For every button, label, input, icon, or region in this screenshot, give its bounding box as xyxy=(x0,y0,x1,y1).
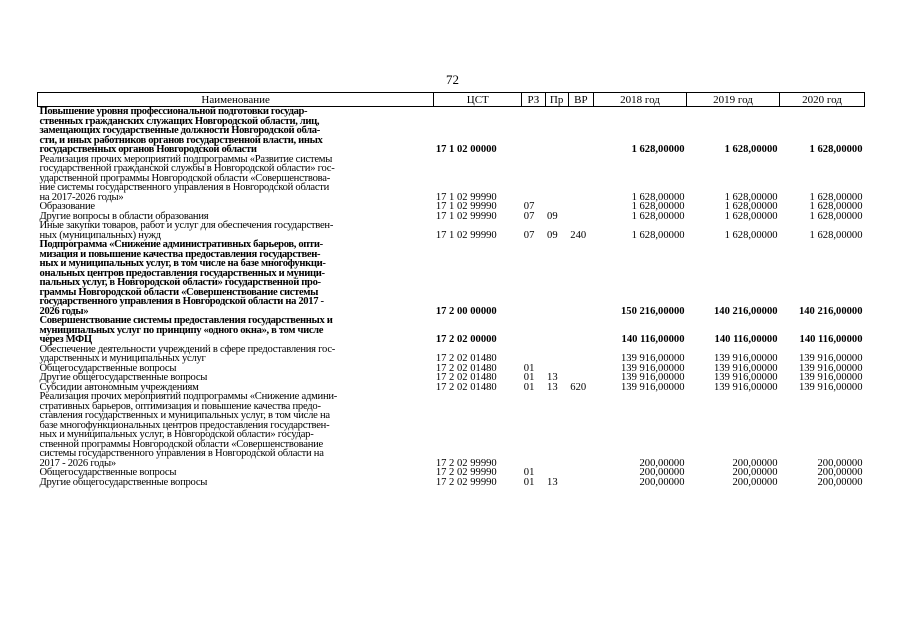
row-name xyxy=(38,478,434,488)
cell-y2020: 200,00000 xyxy=(817,476,863,488)
cell-vr xyxy=(568,107,593,155)
row-name-line: сти, и иных работников органов государственной власти, иных xyxy=(39,134,323,146)
cell-vr xyxy=(568,478,593,488)
cell-rz: 07 xyxy=(523,201,535,212)
cell-rz xyxy=(522,345,545,364)
row-name-line: ственных гражданских служащих Новгородской области, лиц, xyxy=(39,115,320,127)
row-name-line: Реализация прочих мероприятий подпрограммы «Снижение админи- xyxy=(39,391,338,402)
cell-y2020: 139 916,00000 xyxy=(798,362,863,374)
cell-y2019: 200,00000 xyxy=(732,476,778,488)
row-name-line: государственного управления в Новгородской области на 2017 - xyxy=(39,296,324,307)
cell-y2019: 139 916,00000 xyxy=(713,353,778,364)
cell-y2019: 139 916,00000 xyxy=(713,381,778,393)
cell-vr: 240 xyxy=(570,229,587,241)
row-name xyxy=(38,107,434,155)
cell-vr xyxy=(568,392,593,468)
row-name xyxy=(38,392,434,468)
cell-pr xyxy=(545,316,568,345)
cell-rz xyxy=(522,316,545,345)
cell-y2020: 200,00000 xyxy=(817,457,863,469)
table-row xyxy=(38,345,865,364)
cell-y2018: 1 628,00000 xyxy=(631,229,685,241)
row-name-line: муниципальных услуг по принципу «одного окна», в том числе xyxy=(39,324,324,336)
cell-y2018: 150 216,00000 xyxy=(620,305,685,317)
cell-vr xyxy=(568,364,593,374)
table-row xyxy=(38,478,865,488)
row-name-line: ударственной программы Новгородской области «Совершенствова- xyxy=(39,172,330,184)
row-name-line: стративных барьеров, оптимизация и повышение качества предо- xyxy=(39,400,321,412)
cell-vr xyxy=(568,202,593,212)
cell-y2020: 1 628,00000 xyxy=(809,229,863,241)
cell-rz: 01 xyxy=(523,467,535,478)
cell-y2020: 1 628,00000 xyxy=(809,191,863,203)
row-name-line: ние системы государственного управления в Новгородской области xyxy=(39,182,330,193)
budget-table xyxy=(37,92,865,487)
cell-pr xyxy=(545,155,568,203)
cell-y2018: 1 628,00000 xyxy=(631,144,685,155)
cell-y2020: 139 916,00000 xyxy=(798,353,863,364)
header-2018: 2018 год xyxy=(594,93,687,107)
cell-cst: 17 2 02 01480 xyxy=(435,381,497,393)
row-name-line: мизация и повышение качества предоставления государствен- xyxy=(39,248,321,260)
row-name-line: ставления государственных и муниципальных услуг, в том числе на xyxy=(39,410,330,421)
table-row xyxy=(38,221,865,240)
header-2020: 2020 год xyxy=(780,93,865,107)
cell-pr xyxy=(545,345,568,364)
row-name-line: Общегосударственные вопросы xyxy=(39,362,177,374)
row-name-line: ударственных и муниципальных услуг xyxy=(39,353,206,364)
cell-rz xyxy=(522,155,545,203)
row-name xyxy=(38,155,434,203)
table-row xyxy=(38,155,865,203)
row-name-line: Совершенствование системы предоставления государственных и xyxy=(39,315,333,326)
row-name-line: 2026 годы» xyxy=(39,305,89,317)
header-cst: ЦСТ xyxy=(434,93,522,107)
cell-y2018: 139 916,00000 xyxy=(620,353,685,364)
cell-y2018: 200,00000 xyxy=(639,467,685,478)
cell-cst: 17 2 02 01480 xyxy=(435,372,497,383)
cell-rz: 01 xyxy=(523,362,535,374)
cell-y2020: 1 628,00000 xyxy=(809,144,863,155)
table-body xyxy=(38,107,865,488)
row-name xyxy=(38,240,434,316)
cell-cst: 17 2 02 99990 xyxy=(435,467,497,478)
cell-y2018: 1 628,00000 xyxy=(631,201,685,212)
cell-cst: 17 1 02 99990 xyxy=(435,229,497,241)
cell-rz: 07 xyxy=(523,210,535,222)
cell-y2018: 1 628,00000 xyxy=(631,210,685,222)
cell-rz xyxy=(522,107,545,155)
cell-vr xyxy=(568,212,593,222)
cell-rz: 07 xyxy=(523,229,535,241)
cell-y2019: 1 628,00000 xyxy=(724,144,778,155)
cell-y2019: 200,00000 xyxy=(732,457,778,469)
cell-y2019: 140 216,00000 xyxy=(713,305,778,317)
cell-y2019: 1 628,00000 xyxy=(724,191,778,203)
row-name-line: базе многофункциональных центров предоставления государствен- xyxy=(39,419,330,431)
cell-y2020: 200,00000 xyxy=(817,467,863,478)
cell-cst: 17 1 02 99990 xyxy=(435,210,497,222)
row-name-line: на 2017-2026 годы» xyxy=(39,191,124,203)
row-name-line: через МФЦ xyxy=(39,334,92,345)
cell-y2020: 140 116,00000 xyxy=(799,334,863,345)
row-name-line: системы государственного управления в Новгородской области на xyxy=(39,448,324,459)
row-name-line: Подпрограмма «Снижение административных барьеров, опти- xyxy=(39,239,323,250)
cell-pr xyxy=(545,240,568,316)
cell-y2019: 1 628,00000 xyxy=(724,229,778,241)
cell-pr: 09 xyxy=(547,210,558,222)
cell-y2020: 139 916,00000 xyxy=(798,372,863,383)
cell-cst: 17 1 02 00000 xyxy=(435,144,497,155)
cell-y2018: 1 628,00000 xyxy=(631,191,685,203)
row-name-line: государственных органов Новгородской области xyxy=(39,144,257,155)
table-header-row xyxy=(38,93,865,107)
row-name-line: Повышение уровня профессиональной подготовки государ- xyxy=(39,106,308,117)
table-row xyxy=(38,316,865,345)
cell-rz: 01 xyxy=(523,381,535,393)
cell-rz xyxy=(522,392,545,468)
cell-vr xyxy=(568,345,593,364)
cell-y2019: 139 916,00000 xyxy=(713,362,778,374)
cell-pr xyxy=(545,392,568,468)
cell-pr xyxy=(545,107,568,155)
row-name-line: Другие общегосударственные вопросы xyxy=(39,372,208,383)
cell-y2020: 139 916,00000 xyxy=(798,381,863,393)
row-name-line: Субсидии автономным учреждениям xyxy=(39,381,199,393)
row-name-line: Образование xyxy=(39,201,95,212)
cell-y2018: 200,00000 xyxy=(639,457,685,469)
cell-y2018: 139 916,00000 xyxy=(620,362,685,374)
table-row xyxy=(38,240,865,316)
cell-y2019: 1 628,00000 xyxy=(724,201,778,212)
row-name-line: Другие общегосударственные вопросы xyxy=(39,476,208,488)
cell-cst: 17 2 02 99990 xyxy=(435,476,497,488)
row-name-line: Иные закупки товаров, работ и услуг для обеспечения государствен- xyxy=(39,220,334,231)
row-name-line: государственной гражданской службы в Новгородской области» гос- xyxy=(39,163,335,174)
cell-pr: 13 xyxy=(547,372,558,383)
cell-y2020: 140 216,00000 xyxy=(798,305,863,317)
cell-vr xyxy=(568,155,593,203)
row-name xyxy=(38,345,434,364)
row-name-line: ных и муниципальных услуг, в том числе на базе многофункци- xyxy=(39,258,326,269)
cell-pr: 13 xyxy=(547,476,558,488)
cell-vr xyxy=(568,316,593,345)
cell-pr: 09 xyxy=(547,229,558,241)
cell-cst: 17 2 02 01480 xyxy=(435,362,497,374)
cell-vr: 620 xyxy=(570,381,587,393)
cell-y2019: 200,00000 xyxy=(732,467,778,478)
cell-cst: 17 1 02 99990 xyxy=(435,201,497,212)
table-row xyxy=(38,392,865,468)
row-name-line: 2017 - 2026 годы» xyxy=(39,457,116,469)
header-2019: 2019 год xyxy=(687,93,780,107)
scan-artifact-marks xyxy=(0,630,905,640)
cell-pr: 13 xyxy=(547,381,558,393)
row-name xyxy=(38,316,434,345)
page-number: 72 xyxy=(446,72,459,87)
cell-vr xyxy=(568,240,593,316)
row-name-line: ных (муниципальных) нужд xyxy=(39,229,161,241)
cell-rz: 01 xyxy=(523,476,535,488)
header-name: Наименование xyxy=(38,93,434,107)
row-name-line: пальных услуг, в Новгородской области» государственной про- xyxy=(39,277,321,288)
cell-cst: 17 2 00 00000 xyxy=(435,305,497,317)
header-vr: ВР xyxy=(568,93,593,107)
cell-rz xyxy=(522,240,545,316)
cell-y2018: 200,00000 xyxy=(639,476,685,488)
cell-cst: 17 2 02 99990 xyxy=(435,457,497,469)
cell-rz: 01 xyxy=(523,372,535,383)
table-row xyxy=(38,107,865,155)
cell-y2019: 1 628,00000 xyxy=(724,210,778,222)
row-name-line: Общегосударственные вопросы xyxy=(39,467,177,478)
cell-y2018: 139 916,00000 xyxy=(620,381,685,393)
cell-y2020: 1 628,00000 xyxy=(809,210,863,222)
cell-y2018: 140 116,00000 xyxy=(621,334,685,345)
cell-y2018: 139 916,00000 xyxy=(620,372,685,383)
cell-y2019: 139 916,00000 xyxy=(713,372,778,383)
row-name-line: Реализация прочих мероприятий подпрограммы «Развитие системы xyxy=(39,153,333,165)
row-name-line: Другие вопросы в области образования xyxy=(39,210,209,222)
row-name-line: ственной программы Новгородской области «Совершенствование xyxy=(39,438,323,450)
cell-y2020: 1 628,00000 xyxy=(809,201,863,212)
cell-vr xyxy=(568,468,593,478)
cell-y2019: 140 116,00000 xyxy=(714,334,778,345)
cell-cst: 17 2 02 01480 xyxy=(435,353,497,364)
cell-cst: 17 2 02 00000 xyxy=(435,334,497,345)
row-name-line: ональных центров предоставления государственных и муници- xyxy=(39,267,325,279)
header-rz: РЗ xyxy=(522,93,545,107)
header-pr: Пр xyxy=(545,93,568,107)
row-name-line: Обеспечение деятельности учреждений в сфере предоставления гос- xyxy=(39,343,336,355)
row-name-line: граммы Новгородской области «Совершенствование системы xyxy=(39,286,319,298)
row-name-line: замещающих государственные должности Новгородской обла- xyxy=(39,125,320,136)
row-name-line: ных и муниципальных услуг, в Новгородской области» государ- xyxy=(39,429,314,440)
row-name xyxy=(38,221,434,240)
cell-cst: 17 1 02 99990 xyxy=(435,191,497,203)
